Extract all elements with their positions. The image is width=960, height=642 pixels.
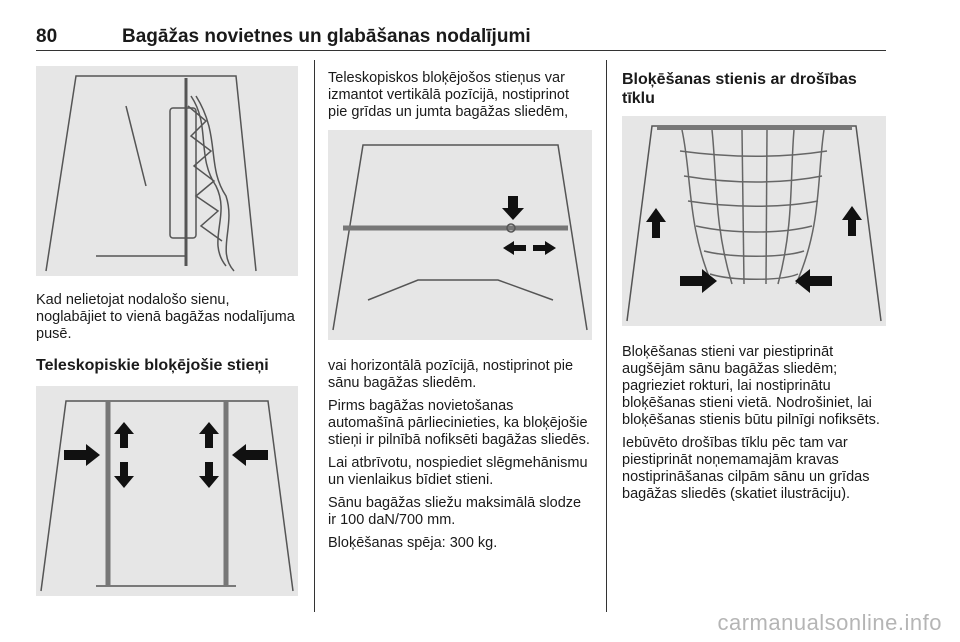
right-heading: Bloķēšanas stienis ar drošības tīklu xyxy=(622,71,857,107)
middle-paragraph-6: Bloķēšanas spēja: 300 kg. xyxy=(328,535,498,551)
page-header xyxy=(36,26,886,52)
figure-bar-with-safety-net xyxy=(622,116,886,326)
column-divider-1 xyxy=(314,60,315,612)
middle-paragraph-5: Sānu bagāžas sliežu maksimālā slodze ir 100 daN/700 mm. xyxy=(328,495,582,528)
right-paragraph-1: Bloķēšanas stieni var piestiprināt augšējām sānu bagāžas sliedēm; pagrieziet rokturi, lai nostiprinātu bloķēšanas stieni vietā. Nodrošiniet, lai bloķēšanas stienis būtu pilnīgi nofiksēts. xyxy=(622,344,880,428)
header-rule xyxy=(36,50,886,51)
left-paragraph-1: Kad nelietojat nodalošo sienu, noglabājiet to vienā bagāžas nodalījuma pusē. xyxy=(36,292,295,342)
left-heading: Teleskopiskie bloķējošie stieņi xyxy=(36,357,269,374)
figure-telescopic-bar-horizontal xyxy=(328,130,592,340)
middle-paragraph-4: Lai atbrīvotu, nospiediet slēgmehānismu un vienlaikus bīdiet stieni. xyxy=(328,455,588,488)
middle-paragraph-1: Teleskopiskos bloķējošos stieņus var izmantot vertikālā pozīcijā, nostiprinot pie grīdas un jumta bagāžas sliedēm, xyxy=(328,70,569,120)
middle-text-top xyxy=(328,70,592,127)
right-text xyxy=(622,344,888,509)
middle-paragraph-3: Pirms bagāžas novietošanas automašīnā pārliecinieties, ka bloķējošie stieņi ir pilnībā nofiksēti bagāžas sliedēs. xyxy=(328,398,590,448)
arrow-icons xyxy=(64,422,268,488)
page-number: 80 xyxy=(36,26,58,47)
figure-folded-partition xyxy=(36,66,298,276)
watermark: carmanualsonline.info xyxy=(717,610,942,635)
right-paragraph-2: Iebūvēto drošības tīklu pēc tam var piestiprināt noņemamajām kravas nostiprināšanas cilpām sānu un grīdas bagāžas sliedēs (skatiet ilustrāciju). xyxy=(622,435,870,502)
figure-telescopic-bars-vertical xyxy=(36,386,298,596)
middle-text-bottom xyxy=(328,358,592,558)
column-divider-2 xyxy=(606,60,607,612)
left-text xyxy=(36,292,298,349)
page-title: Bagāžas novietnes un glabāšanas nodalījumi xyxy=(122,26,531,47)
middle-paragraph-2: vai horizontālā pozīcijā, nostiprinot pie sānu bagāžas sliedēm. xyxy=(328,358,574,391)
